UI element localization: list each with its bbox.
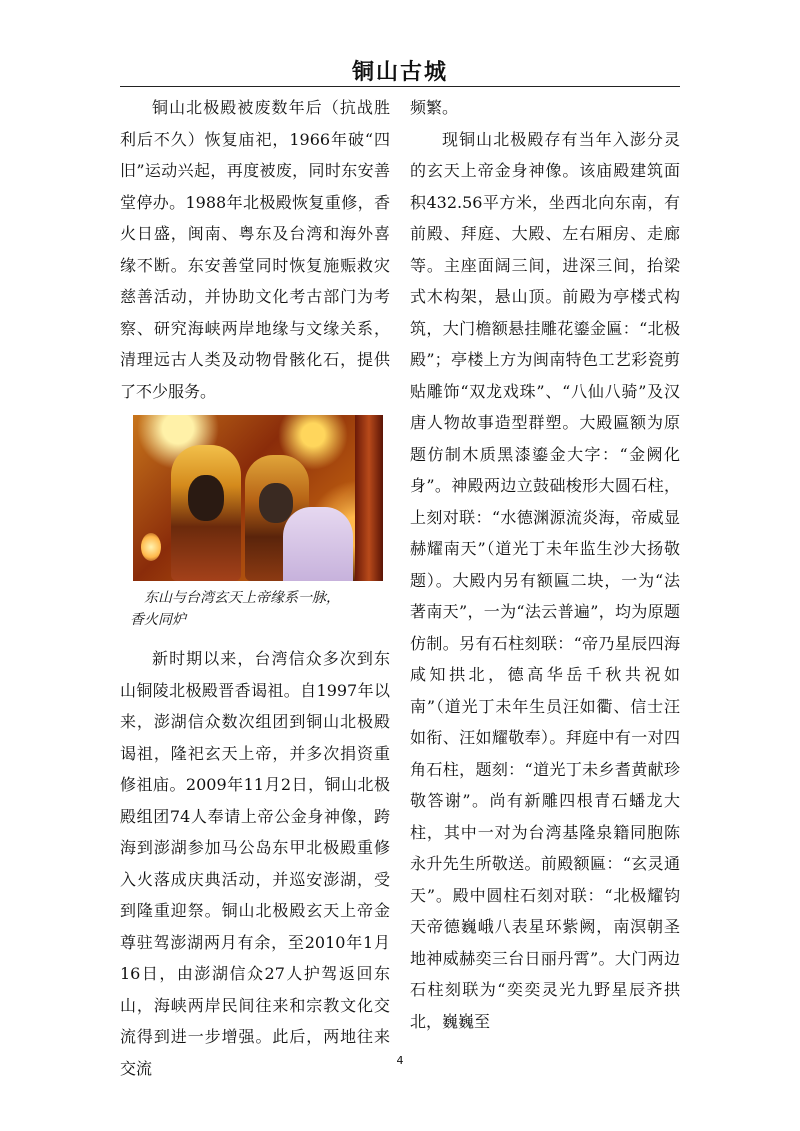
temple-pillar — [355, 415, 383, 581]
paragraph-temple-description: 现铜山北极殿存有当年入澎分灵的玄天上帝金身神像。该庙殿建筑面积432.56平方米，坐西北向东南，有前殿、拜庭、大殿、左右厢房、走廊等。主座面阔三间，进深三间，抬梁式木构架，悬山顶。前殿为亭楼式构筑，大门檐额悬挂雕花鎏金匾：“北极殿”；亭楼上方为闽南特色工艺彩瓷剪贴雕饰“双龙戏珠”、“八仙八骑”及汉唐人物故事造型群塑。大殿匾额为原题仿制木质黑漆鎏金大字：“金阙化身”。神殿两边立鼓础梭形大圆石柱，上刻对联：“水德渊源流炎海，帝威显赫耀南天”（道光丁未年监生沙大扬敬题）。大殿内另有额匾二块，一为“法著南天”，一为“法云普遍”，均为原题仿制。另有石柱刻联：“帝乃星辰四海咸知拱北，德高华岳千秋共祝如南”（道光丁未年生员汪如衢、信士汪如衔、汪如耀敬奉）。拜庭中有一对四角石柱，题刻：“道光丁未乡耆黄献珍敬答谢”。尚有新雕四根青石蟠龙大柱，其中一对为台湾基隆泉籍同胞陈永升先生所敬送。前殿额匾：“玄灵通天”。殿中圆柱石刻对联：“北极耀钧天帝德巍峨八表星环紫阙，南溟朝圣地神威赫奕三台日丽丹霄”。大门两边石柱刻联为“奕奕灵光九野星辰齐拱北，巍巍至 — [410, 129, 680, 1031]
caption-line-1: 东山与台湾玄天上帝缘系一脉， — [144, 590, 340, 606]
robe-drape — [283, 507, 353, 581]
lantern-light — [141, 533, 161, 561]
temple-deity-photo — [133, 415, 383, 581]
paragraph-cross-strait-exchange: 新时期以来，台湾信众多次到东山铜陵北极殿晋香谒祖。自1997年以来，澎湖信众数次组团到铜山北极殿谒祖，隆祀玄天上帝，并多次捐资重修祖庙。2009年11月2日，铜山北极殿组团74人奉请上帝公金身神像，跨海到澎湖参加马公岛东甲北极殿重修入火落成庆典活动，并巡安澎湖，受到隆重迎祭。铜山北极殿玄天上帝金尊驻驾澎湖两月有余，至2010年1月16日，由澎湖信众27人护驾返回东山，海峡两岸民间往来和宗教文化交流得到进一步增强。此后，两地往来交流 — [120, 649, 390, 1078]
page-number: 4 — [396, 1054, 404, 1067]
running-header-title: 铜山古城 — [351, 59, 448, 85]
left-column — [120, 92, 390, 1084]
deity-face-left — [188, 475, 224, 521]
figure-caption — [130, 587, 390, 631]
deity-face-right — [259, 483, 293, 523]
paragraph-restoration: 铜山北极殿被废数年后（抗战胜利后不久）恢复庙祀，1966年破“四旧”运动兴起，再度被废，同时东安善堂停办。1988年北极殿恢复重修，香火日盛，闽南、粤东及台湾和海外喜缘不断。东安善堂同时恢复施赈救灾慈善活动，并协助文化考古部门为考察、研究海峡两岸地缘与文缘关系，清理远古人类及动物骨骸化石，提供了不少服务。 — [120, 98, 390, 401]
paragraph-continuation: 频繁。 — [410, 98, 459, 117]
header-divider — [120, 86, 680, 87]
right-column — [410, 92, 680, 1037]
caption-line-2: 香火同炉 — [130, 612, 186, 628]
